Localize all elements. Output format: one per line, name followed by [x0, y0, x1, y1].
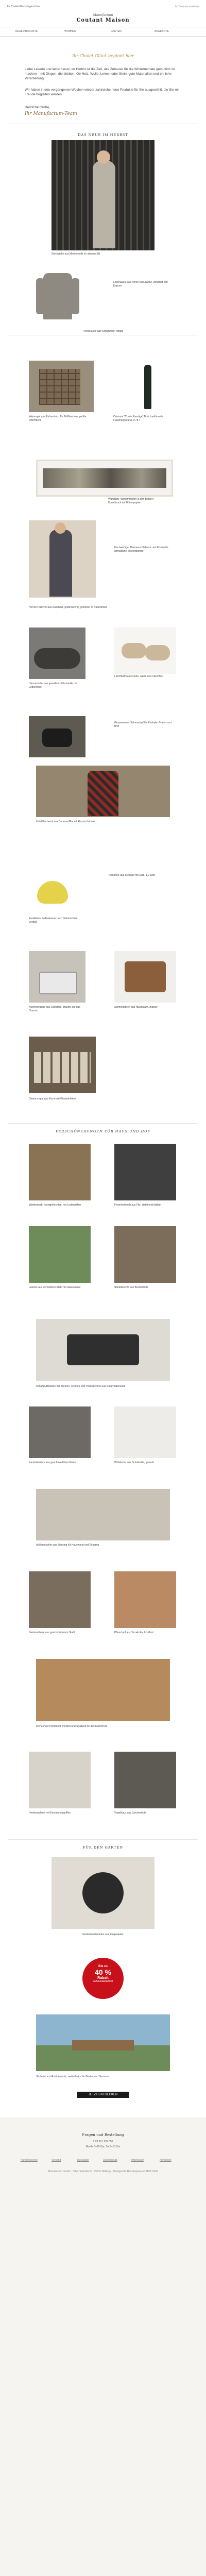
promo-badge[interactable] [82, 1958, 124, 1999]
product-image-kitchen-scale[interactable] [29, 951, 85, 1003]
product-image-hedge-shears[interactable] [29, 1752, 91, 1808]
nav-item-garden[interactable]: GARTEN [111, 30, 122, 33]
nav-item-living[interactable]: WOHNEN [64, 30, 76, 33]
product-image-lambskin-slippers[interactable] [114, 628, 176, 674]
caption-spice-rack: Gewürzregal aus Eiche mit Glasbehältern [29, 1097, 77, 1100]
product-image-chopping-block[interactable] [36, 1659, 170, 1721]
product-image-dutch-oven[interactable] [29, 716, 85, 757]
product-image-sleeping-bag[interactable] [29, 520, 96, 598]
caption-felt-basket: Feuerholzkorb aus Filz, stabil und faltbar [114, 1204, 161, 1207]
caption-fire-tools: Kaminbesteck aus geschmiedetem Eisen [29, 1461, 76, 1464]
footer-link-privacy[interactable]: Datenschutz [103, 2159, 117, 2162]
caption-hedge-shears: Heckenschere mit Eschenholzgriffen [29, 1811, 71, 1815]
product-image-wool-slippers[interactable] [29, 628, 85, 679]
caption-cutting-board: Schneidebrett aus Nussbaum, massiv [114, 1006, 158, 1009]
caption-birdhouse: Vogelhaus aus Lärchenholz [114, 1811, 146, 1815]
nav-item-new[interactable]: NEUE PRODUKTE [15, 30, 38, 33]
caption-terracotta-pot: Pflanztopf aus Terrakotta, frostfest [114, 1631, 153, 1634]
caption-lambskin-slippers: Lammfellhausschuhe, warm und rutschfest [114, 675, 164, 678]
caption-flannel-shirt: Holzfällerhemd aus Baumwollflanell, klassisch kariert [36, 820, 97, 823]
product-image-cremant[interactable] [130, 361, 166, 412]
footer-hours: Mo–Fr 8–20 Uhr, Sa 9–18 Uhr [85, 2145, 121, 2148]
hero-intro: Liebe Leserin und lieber Leser, im Herbst ist die Zeit, das Zuhause für die Wintermonate gemütlich zu machen – mit Dingen, die bleiben. Ob Holz, Wolle, Leinen oder Stein: gute Materialien und ehrliche Verarbeitung. [25, 67, 175, 80]
product-image-garden-bench[interactable] [36, 2014, 170, 2071]
caption-kitchen-scale: Küchenwaage aus Edelstahl, präzise auf das Gramm [29, 1006, 80, 1012]
caption-chopping-block: Eichenholz-Hackblock mit Beil und Spaltkeil für das Kaminholz [36, 1725, 108, 1728]
product-image-spice-rack[interactable] [29, 1037, 96, 1093]
caption-shoe-care-kit: Schuhputzkasten mit Bürsten, Cremes und Poliertüchern aus Naturmaterialien [36, 1385, 126, 1388]
divider [8, 1839, 198, 1840]
caption-knit-jacket: Strickjacke aus Merinowolle im alpinen Stil [52, 252, 100, 256]
caption-wool-blanket: Wolldecke aus Schafwolle, gewebt [114, 1461, 154, 1464]
product-image-bootjack[interactable] [114, 1226, 176, 1283]
product-image-knit-jacket[interactable] [52, 140, 154, 250]
footer-link-shipping[interactable]: Versand [52, 2159, 61, 2162]
section-title-garden: FÜR DEN GARTEN [82, 1845, 124, 1850]
caption-willow-basket: Weidenkorb, handgeflochten, mit Ledergriffen [29, 1204, 81, 1207]
caption-garden-gloves: Gartenhandschuhe aus Ziegenleder [82, 1933, 124, 1936]
hero-intro-2: Wir haben in den vergangenen Wochen wieder zahlreiche neue Produkte für Sie ausgewählt, die Sie mit Freude begleiten werden. [25, 88, 180, 96]
caption-coffee-pot: Emaillierte Kaffeekanne nach historischem Vorbild [29, 917, 78, 924]
caption-wall-art: Wandbild "Wintermorgen in den Bergen" – Kunstdruck auf Büttenpapier [108, 498, 157, 504]
hero-kicker: Ihr Chalet-Glück beginnt hier [72, 54, 134, 58]
view-in-browser-link[interactable]: Im Browser ansehen [175, 5, 199, 8]
promo-line-2: 40 % [95, 1968, 111, 1976]
caption-fleece: Fleecejacke aus Schurwolle, robust [82, 330, 124, 333]
caption-bootjack: Stiefelknecht aus Buchenholz [114, 1286, 148, 1289]
caption-loden-jacket: Lodenjacke aus reiner Schurwolle, gefüttert, mit Kapuze [113, 281, 168, 287]
brand-top: Manufactum [93, 13, 113, 17]
product-image-shoe-care-kit[interactable] [36, 1319, 170, 1381]
caption-garden-shears: Gartenschere aus geschmiedetem Stahl [29, 1631, 75, 1634]
product-image-teapot[interactable] [29, 866, 80, 912]
brand-logo[interactable]: Coutant Maison [76, 18, 130, 23]
promo-line-1: Bis zu [98, 1965, 108, 1968]
caption-teapot: Teekanne aus Steingut mit Sieb, 1,2 Liter [108, 874, 156, 877]
product-image-birdhouse[interactable] [114, 1752, 176, 1808]
product-image-lantern[interactable] [29, 1226, 91, 1283]
nav-divider-bottom [0, 36, 206, 37]
product-image-cutting-board[interactable] [114, 951, 176, 1003]
product-image-wool-blanket[interactable] [114, 1406, 176, 1458]
nav-item-offers[interactable]: ANGEBOTE [154, 30, 169, 33]
product-image-outdoor-lamp[interactable] [36, 1489, 170, 1540]
product-image-garden-shears[interactable] [29, 1571, 91, 1628]
product-image-willow-basket[interactable] [29, 1144, 91, 1200]
footer-link-returns[interactable]: Rückgabe [77, 2159, 89, 2162]
divider [8, 1123, 198, 1124]
footer-link-imprint[interactable]: Impressum [131, 2159, 144, 2162]
caption-outdoor-lamp: Außenleuchte aus Messing für Hauswand und Eingang [36, 1544, 99, 1547]
hero-signoff: Herzliche Grüße, [25, 106, 50, 109]
product-image-fire-tools[interactable] [29, 1406, 91, 1458]
product-image-flannel-shirt[interactable] [36, 766, 170, 817]
caption-dutch-oven: Gusseiserner Schmortopf für Eintöpfe, Braten und Brot [114, 721, 171, 728]
caption-wine-rack: Weinregal aus Eichenholz, für 24 Flaschen, geölte Oberfläche [29, 415, 87, 422]
footer-service-title: Fragen und Bestellung [82, 2133, 124, 2137]
section-title-new: DAS NEUE IM HERBST [78, 133, 128, 137]
caption-cremant: Crémant "Cuvée Prestige" Brut, traditionelle Flaschengärung, 0,75 l [113, 415, 164, 422]
caption-sleeping-bag: Hochwertiger Daunenschlafsack und Kissen für gemütliche Winterabende [114, 546, 169, 553]
caption-garden-bench: Sitzbank aus Robinienholz, wetterfest – für Garten und Terrasse [36, 2075, 109, 2078]
footer-link-unsubscribe[interactable]: Abmelden [160, 2159, 171, 2162]
footer-legal: Manufactum GmbH · Hiberniastraße 5 · 45731 Waltrop · Amtsgericht Recklinghausen HRB 2943 [48, 2170, 158, 2173]
footer-phone[interactable]: 0 23 09 / 939 050 [93, 2140, 113, 2143]
footer [0, 2117, 206, 2576]
promo-line-3: Rabatt [97, 1976, 109, 1980]
product-image-garden-gloves[interactable] [52, 1857, 154, 1929]
cta-button[interactable]: JETZT ENTDECKEN [77, 2092, 129, 2098]
hero-signature: Ihr Manufactum-Team [25, 111, 77, 116]
product-image-loden-jacket[interactable] [32, 268, 83, 324]
caption-lantern: Laterne aus verzinktem Stahl mit Glaseinsatz [29, 1286, 81, 1289]
footer-link-service[interactable]: Kundenservice [21, 2159, 38, 2162]
promo-line-4: auf Auslaufartikel [93, 1980, 113, 1983]
product-image-terracotta-pot[interactable] [114, 1571, 176, 1628]
product-image-felt-basket[interactable] [114, 1144, 176, 1200]
caption-wool-slippers: Hausschuhe aus gewalkter Schurwolle mit Ledersohle [29, 682, 77, 689]
product-image-wall-art[interactable] [36, 460, 173, 497]
product-image-wine-rack[interactable] [29, 361, 94, 412]
caption-cashmere: Herren-Pullover aus Kaschmir, grobmaschig gestrickt, in Naturfarben [29, 606, 108, 609]
section-title-home: VERSCHÖNERUNGEN FÜR HAUS UND HOF [55, 1129, 151, 1133]
preheader-text: Ihr Chalet-Glück beginnt hier [7, 5, 40, 8]
